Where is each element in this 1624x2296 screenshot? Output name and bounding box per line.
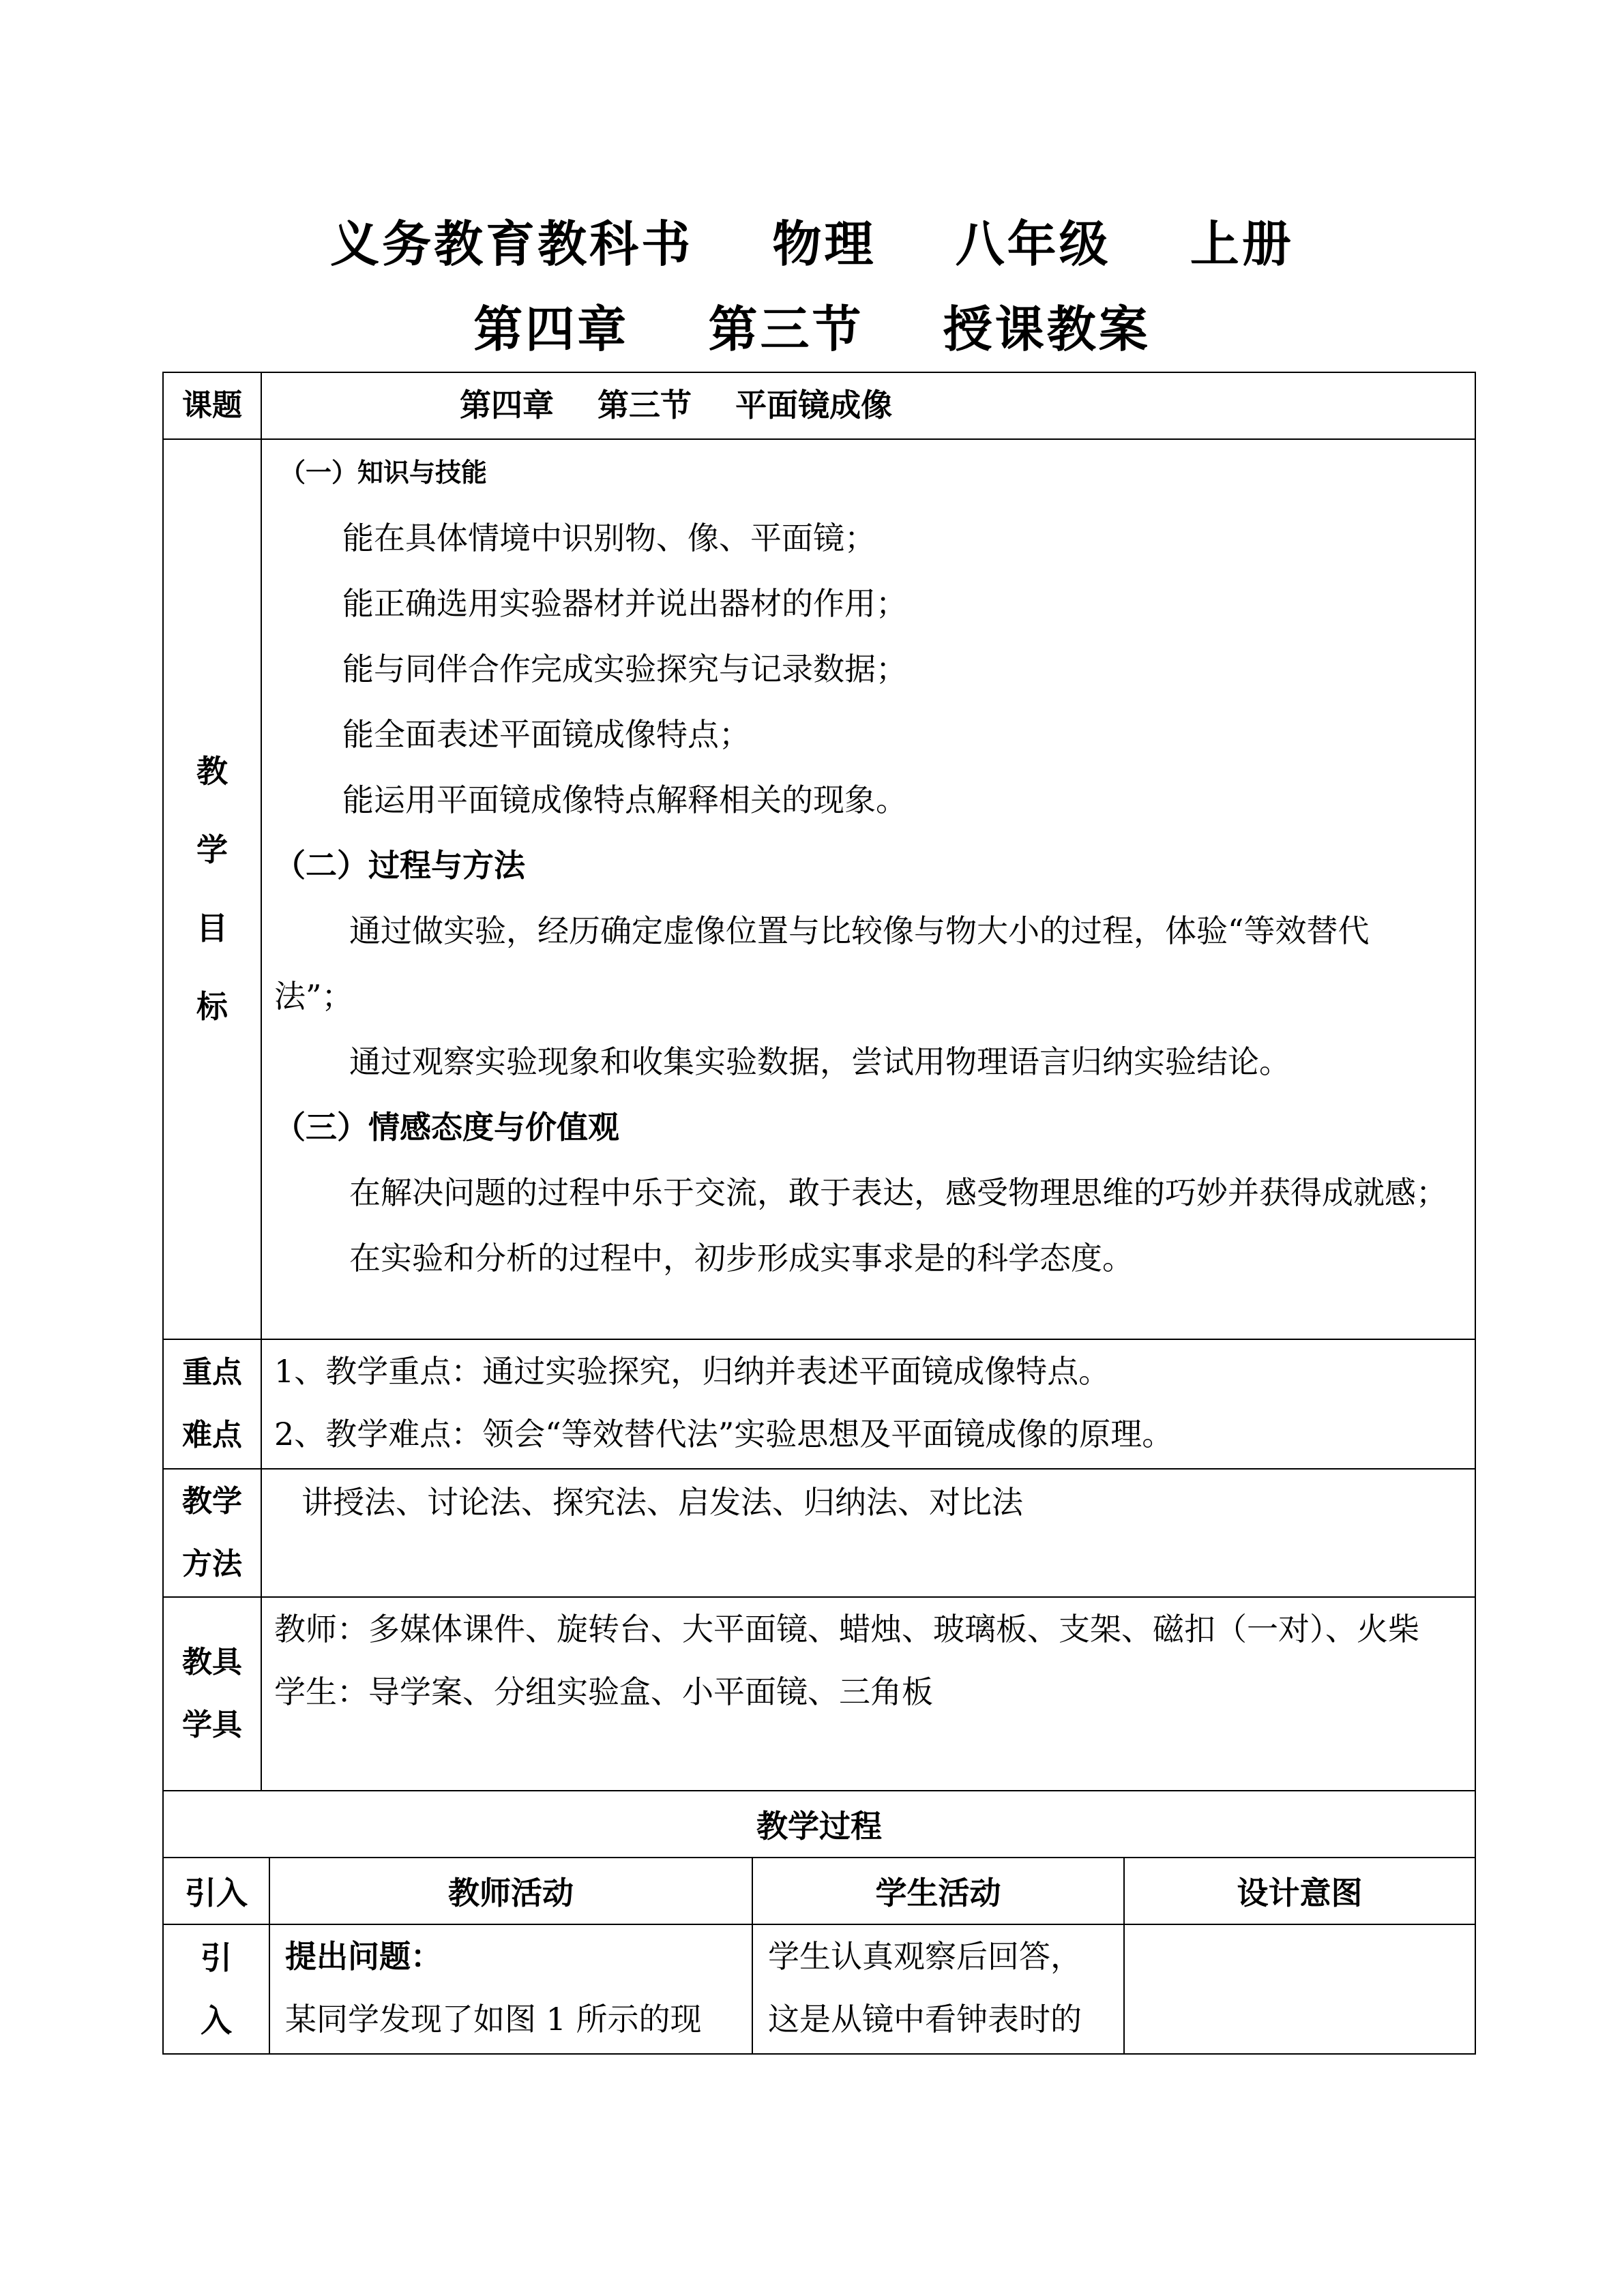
objectives-label xyxy=(163,439,261,1339)
key-points-label xyxy=(163,1339,261,1469)
column-header-teacher: 教师活动 xyxy=(269,1858,752,1924)
emotion-item: 在实验和分析的过程中，初步形成实事求是的科学态度。 xyxy=(349,1240,1134,1277)
key-points-content xyxy=(261,1339,1475,1469)
objectives-label-char: 目 xyxy=(196,910,228,946)
student-activity-line: 学生认真观察后回答， xyxy=(768,1938,1082,1975)
methods-content xyxy=(261,1469,1475,1597)
teacher-activity-text: 某同学发现了如图 1 所示的现 xyxy=(285,2001,702,2038)
process-header-row xyxy=(163,1858,1475,1924)
methods-label-line: 教学 xyxy=(182,1484,242,1519)
key-points-label-line: 难点 xyxy=(182,1418,242,1452)
process-item: 通过做实验，经历确定虚像位置与比较像与物大小的过程，体验“等效替代法”； xyxy=(274,912,1370,1015)
tools-label-line: 教具 xyxy=(182,1645,242,1680)
lesson-plan-table xyxy=(162,372,1476,2055)
emotion-heading: （三）情感态度与价值观 xyxy=(274,1109,619,1146)
key-points-label-line: 重点 xyxy=(182,1355,242,1390)
tools-content xyxy=(261,1597,1475,1791)
objectives-content xyxy=(261,439,1475,1339)
course-title-cell xyxy=(261,372,1475,439)
process-item: 通过观察实验现象和收集实验数据，尝试用物理语言归纳实验结论。 xyxy=(349,1043,1290,1080)
key-points-row xyxy=(163,1339,1475,1469)
process-title-row xyxy=(163,1791,1475,1858)
course-label: 课题 xyxy=(163,372,261,439)
key-point-item: 2、教学难点：领会“等效替代法”实验思想及平面镜成像的原理。 xyxy=(274,1416,1174,1452)
objectives-row xyxy=(163,439,1475,1339)
methods-text: 讲授法、讨论法、探究法、启发法、归纳法、对比法 xyxy=(301,1484,1023,1521)
tools-label xyxy=(163,1597,261,1791)
column-header-intro: 引入 xyxy=(163,1858,269,1924)
page-subtitle: 第四章 第三节 授课教案 xyxy=(473,300,1151,358)
objectives-label-char: 教 xyxy=(196,753,228,790)
objectives-label-char: 标 xyxy=(196,988,228,1025)
process-row-label xyxy=(163,1924,269,2054)
knowledge-item: 能在具体情境中识别物、像、平面镜； xyxy=(342,520,876,556)
tools-label-line: 学具 xyxy=(182,1708,242,1742)
design-intent xyxy=(1124,1924,1475,2054)
methods-row xyxy=(163,1469,1475,1597)
process-heading: （二）过程与方法 xyxy=(274,847,525,884)
teacher-tools: 教师：多媒体课件、旋转台、大平面镜、蜡烛、玻璃板、支架、磁扣（一对）、火柴 xyxy=(274,1611,1419,1648)
column-header-intent: 设计意图 xyxy=(1124,1858,1475,1924)
teacher-activity xyxy=(269,1924,752,2054)
process-title: 教学过程 xyxy=(163,1791,1475,1858)
knowledge-heading: （一）知识与技能 xyxy=(280,457,488,488)
process-row-label-char: 入 xyxy=(201,2002,232,2039)
student-tools: 学生：导学案、分组实验盒、小平面镜、三角板 xyxy=(274,1673,933,1710)
knowledge-item: 能与同伴合作完成实验探究与记录数据； xyxy=(342,651,907,687)
methods-label xyxy=(163,1469,261,1597)
student-activity-line: 这是从镜中看钟表时的 xyxy=(768,2001,1082,2038)
knowledge-item: 能正确选用实验器材并说出器材的作用； xyxy=(342,585,907,622)
course-row xyxy=(163,372,1475,439)
student-activity xyxy=(752,1924,1124,2054)
column-header-student: 学生活动 xyxy=(752,1858,1124,1924)
methods-label-line: 方法 xyxy=(182,1547,242,1581)
teacher-activity-heading: 提出问题： xyxy=(285,1938,442,1975)
course-title: 第四章 第三节 平面镜成像 xyxy=(460,387,893,423)
emotion-item: 在解决问题的过程中乐于交流，敢于表达，感受物理思维的巧妙并获得成就感； xyxy=(349,1174,1447,1211)
process-row-label-char: 引 xyxy=(201,1939,232,1976)
tools-row xyxy=(163,1597,1475,1791)
page-title: 义务教育教科书 物理 八年级 上册 xyxy=(330,215,1294,273)
knowledge-item: 能全面表述平面镜成像特点； xyxy=(342,716,750,753)
key-point-item: 1、教学重点：通过实验探究，归纳并表述平面镜成像特点。 xyxy=(274,1353,1110,1390)
process-row xyxy=(163,1924,1475,2054)
objectives-label-char: 学 xyxy=(196,831,228,868)
knowledge-item: 能运用平面镜成像特点解释相关的现象。 xyxy=(342,781,907,818)
